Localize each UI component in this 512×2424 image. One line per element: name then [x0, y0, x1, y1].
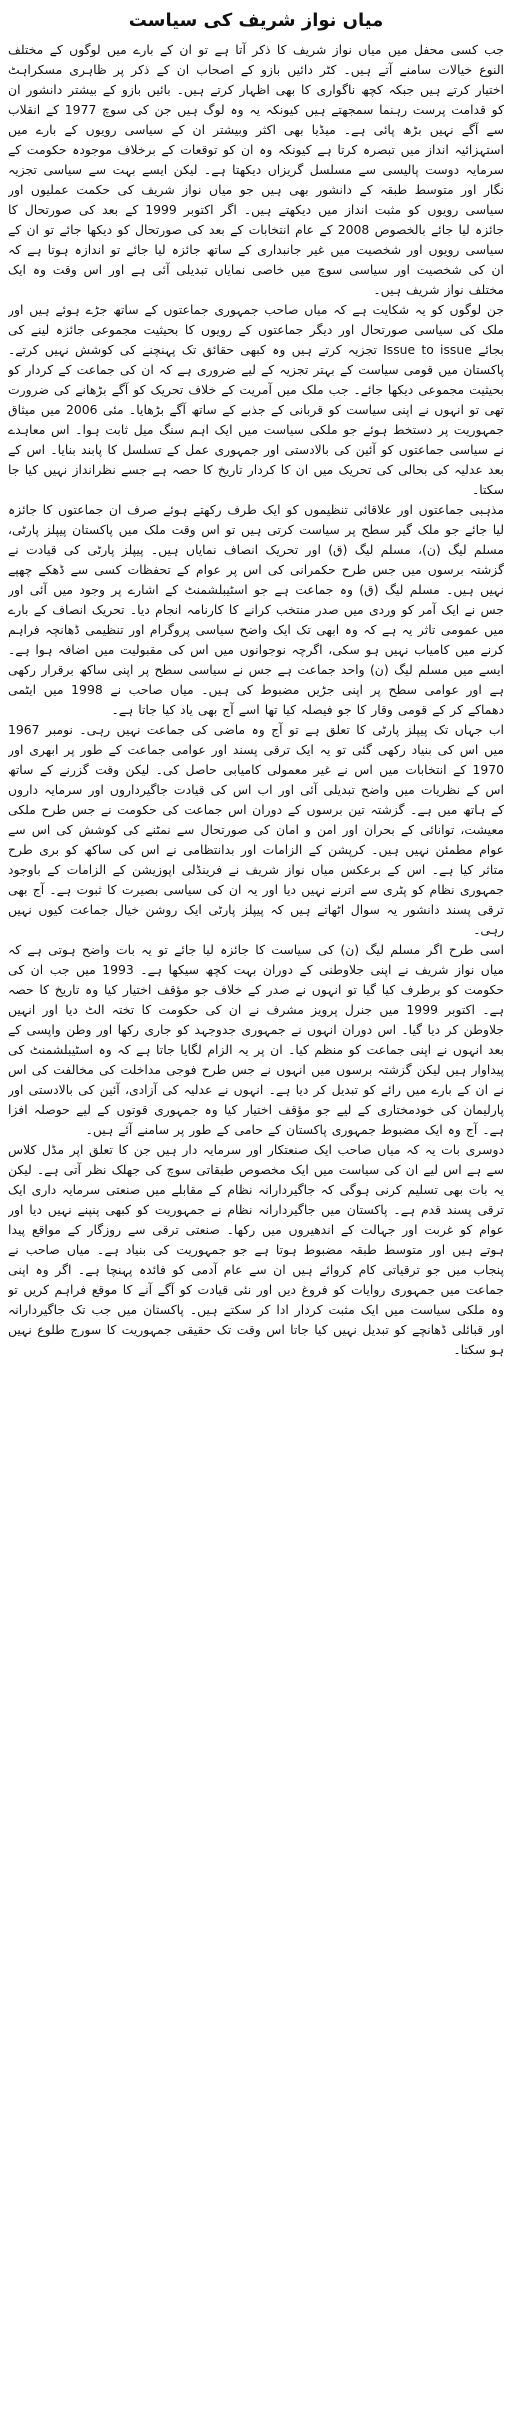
article-paragraph: اب جہاں تک پیپلز پارٹی کا تعلق ہے تو آج وہ ماضی کی جماعت نہیں رہی۔ نومبر 1967 میں اس کی بنیاد رکھی گئی تو یہ ایک ترقی پسند اور عوامی جماعت کے طور پر ابھری اور 1970 کے انتخابات میں اس نے غیر معمولی کامیابی حاصل کی۔ لیکن وقت گزرنے کے ساتھ اس کے نظریات میں واضح تبدیلی آئی اور اب اس کی قیادت جاگیرداروں اور سرمایہ داروں کے ہاتھ میں ہے۔ گزشتہ تین برسوں کے دوران اس جماعت کی حکومت نے جس طرح ملکی معیشت، توانائی کے بحران اور امن و امان کی صورتحال سے نمٹنے کی کوشش کی اس سے عوام مطمئن نہیں ہیں۔ کرپشن کے الزامات اور بدانتظامی نے اس کی ساکھ کو بری طرح متاثر کیا ہے۔ اس کے برعکس میاں نواز شریف نے فرینڈلی اپوزیشن کے الزامات کے باوجود جمہوری نظام کو پٹری سے اترنے نہیں دیا اور یہ ان کی سیاسی بصیرت کا ثبوت ہے۔ آج بھی ترقی پسند دانشور یہ سوال اٹھاتے ہیں کہ پیپلز پارٹی ایک روشن خیال جماعت کیوں نہیں رہی۔ — [8, 722, 504, 937]
article-paragraph: جن لوگوں کو یہ شکایت ہے کہ میاں صاحب جمہوری جماعتوں کے ساتھ جڑے ہوئے ہیں اور ملک کی سیاسی صورتحال اور دیگر جماعتوں کے رویوں کا بحیثیت مجموعی جائزہ لینے کی بجائے Issue to issue تجزیہ کرتے ہیں وہ کبھی حقائق تک پہنچنے کی کوشش نہیں کرتے۔ پاکستان میں قومی سیاست کے بہتر تجزیہ کے لیے ضروری ہے کہ ان کی جماعت کے کردار کو بحیثیت مجموعی دیکھا جائے۔ جب ملک میں آمریت کے خلاف تحریک کو آگے بڑھانے کی ضرورت تھی تو انہوں نے اپنی سیاست کو قربانی کے جذبے کے ساتھ آگے بڑھایا۔ مئی 2006 میں میثاق جمہوریت پر دستخط ہوئے جو ملکی سیاست میں ایک اہم سنگ میل ثابت ہوا۔ اس معاہدے نے سیاسی جماعتوں کو آئین کی بالادستی اور جمہوری عمل کے تسلسل کا پابند بنایا۔ اس کے بعد عدلیہ کی بحالی کی تحریک میں ان کا کردار تاریخ کا حصہ ہے جسے نظرانداز نہیں کیا جا سکتا۔ — [8, 302, 504, 497]
article-paragraph: اسی طرح اگر مسلم لیگ (ن) کی سیاست کا جائزہ لیا جائے تو یہ بات واضح ہوتی ہے کہ میاں نواز شریف نے اپنی جلاوطنی کے دوران بہت کچھ سیکھا ہے۔ 1993 میں جب ان کی حکومت کو برطرف کیا گیا تو انہوں نے صدر کے خلاف جو مؤقف اختیار کیا وہ تاریخ کا حصہ ہے۔ اکتوبر 1999 میں جنرل پرویز مشرف نے ان کی حکومت کا تختہ الٹ دیا اور انہیں جلاوطن کر دیا گیا۔ اس دوران انہوں نے جمہوری جدوجہد کو جاری رکھا اور وطن واپسی کے بعد انہوں نے اپنی جماعت کو منظم کیا۔ ان پر یہ الزام لگایا جاتا ہے کہ وہ اسٹیبلشمنٹ کی پیداوار ہیں لیکن گزشتہ برسوں میں انہوں نے جس طرح فوجی مداخلت کی مخالفت کی اس نے ان کے بارے میں رائے کو تبدیل کر دیا ہے۔ انہوں نے عدلیہ کی آزادی، آئین کی بالادستی اور پارلیمان کی خودمختاری کے لیے جو مؤقف اختیار کیا وہ جمہوری قوتوں کے لیے حوصلہ افزا ہے۔ آج وہ ایک مضبوط جمہوری پاکستان کے حامی کے طور پر سامنے آئے ہیں۔ — [8, 942, 504, 1137]
article-paragraph: جب کسی محفل میں میاں نواز شریف کا ذکر آتا ہے تو ان کے بارے میں لوگوں کے مختلف النوع خیالات سامنے آتے ہیں۔ کٹر دائیں بازو کے اصحاب ان کے ذکر پر ظاہری مسکراہٹ اختیار کرتے ہیں جبکہ کچھ ناگواری کا بھی اظہار کرتے ہیں۔ بائیں بازو کے بیشتر دانشور ان کو قدامت پرست رہنما سمجھتے ہیں کیونکہ یہ وہ لوگ ہیں جن کی سوچ 1977 کے انقلاب سے آگے نہیں بڑھ پائی ہے۔ میڈیا بھی اکثر وبیشتر ان کے سیاسی رویوں کے بارے میں استہزائیہ انداز میں تبصرہ کرتا ہے کیونکہ وہ ان کو توقعات کے برخلاف موجودہ حکومت کے سرمایہ دوست پالیسی سے مسلسل گریزاں دیکھتا ہے۔ لیکن ایسے بہت سے سیاسی تجزیہ نگار اور متوسط طبقہ کے دانشور بھی ہیں جو میاں نواز شریف کی حکمت عملیوں اور سیاسی رویوں کو مثبت انداز میں دیکھتے ہیں۔ اگر اکتوبر 1999 کے بعد کی صورتحال کا جائزہ لیا جائے بالخصوص 2008 کے عام انتخابات کے بعد کی صورتحال کو دیکھا جائے تو ان کے سیاسی رویوں اور شخصیت میں غیر جانبداری کے ساتھ جائزہ لیا جائے تو اندازہ ہوتا ہے کہ ان کی شخصیت اور سیاسی سوچ میں خاصی نمایاں تبدیلی آئی ہے اور اس وقت وہ ایک مختلف نواز شریف ہیں۔ — [8, 42, 504, 297]
article-headline: میاں نواز شریف کی سیاست — [128, 10, 384, 31]
article-paragraph: مذہبی جماعتوں اور علاقائی تنظیموں کو ایک طرف رکھتے ہوئے صرف ان جماعتوں کا جائزہ لیا جائے جو ملک گیر سطح پر سیاست کرتی ہیں تو اس وقت ملک میں پاکستان پیپلز پارٹی، مسلم لیگ (ن)، مسلم لیگ (ق) اور تحریک انصاف نمایاں ہیں۔ پیپلز پارٹی کی قیادت نے گزشتہ برسوں میں جس طرح حکمرانی کی اس پر عوام کے تحفظات کسی سے ڈھکے چھپے نہیں ہیں۔ مسلم لیگ (ق) وہ جماعت ہے جو اسٹیبلشمنٹ کے اشارے پر وجود میں آئی اور جس نے ایک آمر کو وردی میں صدر منتخب کرانے کا کارنامہ انجام دیا۔ تحریک انصاف کے بارے میں عمومی تاثر یہ ہے کہ وہ ابھی تک ایک واضح سیاسی پروگرام اور تنظیمی ڈھانچہ فراہم کرنے میں کامیاب نہیں ہو سکی، اگرچہ نوجوانوں میں اس کی مقبولیت میں اضافہ ہوا ہے۔ ایسے میں مسلم لیگ (ن) واحد جماعت ہے جس نے سیاسی سطح پر اپنی ساکھ برقرار رکھی ہے اور عوامی سطح پر اپنی جڑیں مضبوط کی ہیں۔ میاں صاحب نے 1998 میں ایٹمی دھماکے کر کے قومی وقار کا جو فیصلہ کیا تھا اسے آج بھی یاد کیا جاتا ہے۔ — [8, 502, 504, 717]
article-paragraph: دوسری بات یہ کہ میاں صاحب ایک صنعتکار اور سرمایہ دار ہیں جن کا تعلق اپر مڈل کلاس سے ہے اس لیے ان کی سیاست میں ایک مخصوص طبقاتی سوچ کی جھلک نظر آتی ہے۔ لیکن یہ بات بھی تسلیم کرنی ہوگی کہ جاگیردارانہ نظام کے مقابلے میں صنعتی سرمایہ داری ایک ترقی پسند قدم ہے۔ پاکستان میں جاگیردارانہ نظام نے جمہوریت کو کبھی پنپنے نہیں دیا اور عوام کو غربت اور جہالت کے اندھیروں میں رکھا۔ صنعتی ترقی سے روزگار کے مواقع پیدا ہوتے ہیں اور متوسط طبقہ مضبوط ہوتا ہے جو جمہوریت کی بنیاد ہے۔ میاں صاحب نے پنجاب میں جو ترقیاتی کام کروائے ہیں ان سے عام آدمی کو فائدہ پہنچا ہے۔ اگر وہ اپنی جماعت میں جمہوری روایات کو فروغ دیں اور نئی قیادت کو آگے آنے کا موقع فراہم کریں تو وہ ملکی سیاست میں ایک مثبت کردار ادا کر سکتے ہیں۔ پاکستان میں جب تک جاگیردارانہ اور قبائلی ڈھانچے کو تبدیل نہیں کیا جاتا اس وقت تک حقیقی جمہوریت کا سورج طلوع نہیں ہو سکتا۔ — [8, 1142, 504, 1357]
article-body — [8, 40, 504, 2416]
